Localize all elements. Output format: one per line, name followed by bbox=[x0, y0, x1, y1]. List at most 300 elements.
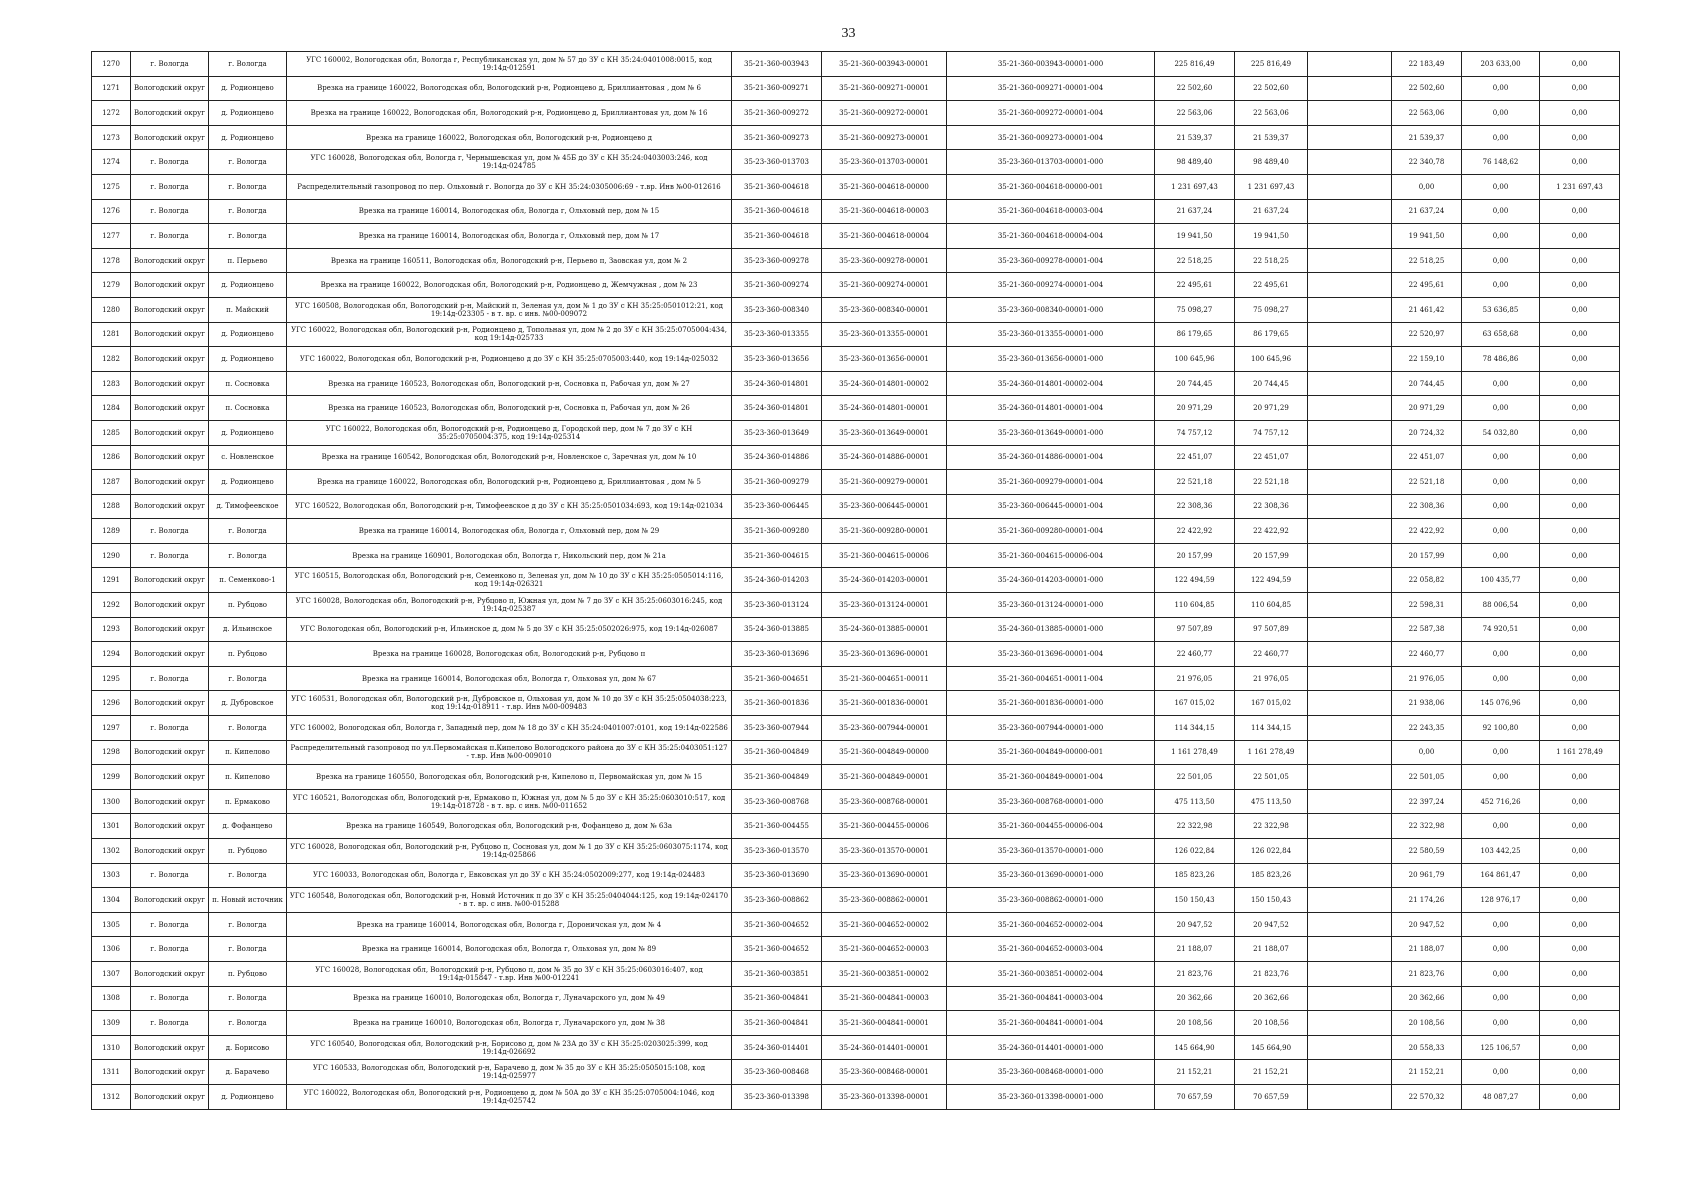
connection-cost-cell: 20 971,29 bbox=[1392, 396, 1462, 421]
sub-object-code-cell: 35-24-360-014401-00001 bbox=[822, 1035, 947, 1060]
pipeline-cost-cell: 0,00 bbox=[1540, 470, 1620, 495]
locality-cell: д. Родионцево bbox=[209, 322, 287, 347]
pipeline-cost-cell: 0,00 bbox=[1540, 396, 1620, 421]
balance-cost-cell: 110 604,85 bbox=[1235, 593, 1308, 618]
object-description-cell: УГС 160028, Вологодская обл, Вологодский р-н, Рубцово п, Сосновая ул, дом № 1 до ЗУ с КН 35:25:0603075:1174, код 19:14д-025866 bbox=[287, 839, 732, 864]
connection-cost-cell: 22 451,07 bbox=[1392, 445, 1462, 470]
sub-object-code-cell: 35-24-360-014801-00001 bbox=[822, 396, 947, 421]
table-row bbox=[92, 101, 1620, 126]
locality-cell: г. Вологда bbox=[209, 986, 287, 1011]
sub-object-code-cell: 35-21-360-004849-00001 bbox=[822, 765, 947, 790]
pipeline-cost-cell: 0,00 bbox=[1540, 494, 1620, 519]
pipeline-cost-cell: 0,00 bbox=[1540, 1035, 1620, 1060]
locality-cell: г. Вологда bbox=[209, 174, 287, 199]
district-cell: г. Вологда bbox=[131, 52, 209, 77]
connection-cost-cell: 0,00 bbox=[1392, 740, 1462, 765]
district-cell: Вологодский округ bbox=[131, 1084, 209, 1109]
connection-cost-cell: 0,00 bbox=[1392, 174, 1462, 199]
reserved-value-cell bbox=[1308, 174, 1392, 199]
initial-cost-cell: 1 161 278,49 bbox=[1155, 740, 1235, 765]
element-code-cell: 35-21-360-004849-00001-004 bbox=[947, 765, 1155, 790]
row-number-cell: 1281 bbox=[92, 322, 131, 347]
element-code-cell: 35-23-360-006445-00001-004 bbox=[947, 494, 1155, 519]
row-number-cell: 1291 bbox=[92, 568, 131, 593]
connection-cost-cell: 21 461,42 bbox=[1392, 297, 1462, 322]
initial-cost-cell: 21 823,76 bbox=[1155, 961, 1235, 986]
locality-cell: п. Кипелово bbox=[209, 765, 287, 790]
locality-cell: г. Вологда bbox=[209, 863, 287, 888]
sub-object-code-cell: 35-24-360-013885-00001 bbox=[822, 617, 947, 642]
initial-cost-cell: 20 157,99 bbox=[1155, 543, 1235, 568]
district-cell: Вологодский округ bbox=[131, 297, 209, 322]
locality-cell: г. Вологда bbox=[209, 52, 287, 77]
row-number-cell: 1271 bbox=[92, 76, 131, 101]
district-cell: г. Вологда bbox=[131, 543, 209, 568]
connection-cost-cell: 20 744,45 bbox=[1392, 371, 1462, 396]
network-cost-cell: 74 920,51 bbox=[1462, 617, 1540, 642]
initial-cost-cell: 21 152,21 bbox=[1155, 1060, 1235, 1085]
pipeline-cost-cell: 0,00 bbox=[1540, 322, 1620, 347]
reserved-value-cell bbox=[1308, 125, 1392, 150]
connection-cost-cell: 22 502,60 bbox=[1392, 76, 1462, 101]
sub-object-code-cell: 35-23-360-007944-00001 bbox=[822, 716, 947, 741]
initial-cost-cell: 114 344,15 bbox=[1155, 716, 1235, 741]
object-description-cell: УГС 160022, Вологодская обл, Вологодский р-н, Родионцево д, Топольная ул, дом № 2 до ЗУ с КН 35:25:0705004:434, код 19:14д-025733 bbox=[287, 322, 732, 347]
row-number-cell: 1295 bbox=[92, 666, 131, 691]
object-description-cell: УГС 160028, Вологодская обл, Вологодский р-н, Рубцово п, дом № 35 до ЗУ с КН 35:25:0603016:407, код 19:14д-015847 - т.вр. Инв №00-012241 bbox=[287, 961, 732, 986]
network-cost-cell: 0,00 bbox=[1462, 814, 1540, 839]
table-row bbox=[92, 248, 1620, 273]
connection-cost-cell: 22 580,59 bbox=[1392, 839, 1462, 864]
object-description-cell: Врезка на границе 160511, Вологодская обл, Вологодский р-н, Перьево п, Заовская ул, дом № 2 bbox=[287, 248, 732, 273]
balance-cost-cell: 19 941,50 bbox=[1235, 224, 1308, 249]
district-cell: г. Вологда bbox=[131, 912, 209, 937]
row-number-cell: 1285 bbox=[92, 420, 131, 445]
element-code-cell: 35-23-360-013649-00001-000 bbox=[947, 420, 1155, 445]
locality-cell: д. Фофанцево bbox=[209, 814, 287, 839]
row-number-cell: 1272 bbox=[92, 101, 131, 126]
initial-cost-cell: 22 460,77 bbox=[1155, 642, 1235, 667]
network-cost-cell: 203 633,00 bbox=[1462, 52, 1540, 77]
row-number-cell: 1287 bbox=[92, 470, 131, 495]
network-cost-cell: 0,00 bbox=[1462, 76, 1540, 101]
balance-cost-cell: 100 645,96 bbox=[1235, 347, 1308, 372]
network-cost-cell: 48 087,27 bbox=[1462, 1084, 1540, 1109]
object-description-cell: УГС 160002, Вологодская обл, Вологда г, Западный пер, дом № 18 до ЗУ с КН 35:24:0401007:0101, код 19:14д-022586 bbox=[287, 716, 732, 741]
row-number-cell: 1276 bbox=[92, 199, 131, 224]
locality-cell: г. Вологда bbox=[209, 1011, 287, 1036]
network-cost-cell: 0,00 bbox=[1462, 273, 1540, 298]
row-number-cell: 1279 bbox=[92, 273, 131, 298]
object-description-cell: УГС 160022, Вологодская обл, Вологодский р-н, Родионцево д до ЗУ с КН 35:25:0705003:440, код 19:14д-025032 bbox=[287, 347, 732, 372]
connection-cost-cell: 21 938,06 bbox=[1392, 691, 1462, 716]
pipeline-cost-cell: 0,00 bbox=[1540, 371, 1620, 396]
locality-cell: п. Сосновка bbox=[209, 396, 287, 421]
table-row bbox=[92, 494, 1620, 519]
object-description-cell: Врезка на границе 160014, Вологодская обл, Вологда г, Ольховый пер, дом № 29 bbox=[287, 519, 732, 544]
object-code-cell: 35-21-360-004849 bbox=[732, 765, 822, 790]
sub-object-code-cell: 35-21-360-009279-00001 bbox=[822, 470, 947, 495]
row-number-cell: 1289 bbox=[92, 519, 131, 544]
initial-cost-cell: 22 502,60 bbox=[1155, 76, 1235, 101]
reserved-value-cell bbox=[1308, 199, 1392, 224]
pipeline-cost-cell: 0,00 bbox=[1540, 642, 1620, 667]
initial-cost-cell: 122 494,59 bbox=[1155, 568, 1235, 593]
network-cost-cell: 0,00 bbox=[1462, 1060, 1540, 1085]
object-description-cell: УГС 160028, Вологодская обл, Вологодский р-н, Рубцово п, Южная ул, дом № 7 до ЗУ с КН 35:25:0603016:245, код 19:14д-025387 bbox=[287, 593, 732, 618]
row-number-cell: 1298 bbox=[92, 740, 131, 765]
balance-cost-cell: 122 494,59 bbox=[1235, 568, 1308, 593]
reserved-value-cell bbox=[1308, 593, 1392, 618]
element-code-cell: 35-21-360-003851-00002-004 bbox=[947, 961, 1155, 986]
table-row bbox=[92, 519, 1620, 544]
initial-cost-cell: 145 664,90 bbox=[1155, 1035, 1235, 1060]
object-description-cell: УГС 160540, Вологодская обл, Вологодский р-н, Борисово д, дом № 23А до ЗУ с КН 35:25:0203025:399, код 19:14д-026692 bbox=[287, 1035, 732, 1060]
object-description-cell: Врезка на границе 160550, Вологодская обл, Вологодский р-н, Кипелово п, Первомайская ул, дом № 15 bbox=[287, 765, 732, 790]
object-description-cell: УГС 160028, Вологодская обл, Вологда г, Чернышевская ул, дом № 45Б до ЗУ с КН 35:24:0403003:246, код 19:14д-024785 bbox=[287, 150, 732, 175]
element-code-cell: 35-21-360-003943-00001-000 bbox=[947, 52, 1155, 77]
network-cost-cell: 0,00 bbox=[1462, 445, 1540, 470]
initial-cost-cell: 74 757,12 bbox=[1155, 420, 1235, 445]
initial-cost-cell: 21 976,05 bbox=[1155, 666, 1235, 691]
object-description-cell: УГС 160508, Вологодская обл, Вологодский р-н, Майский п, Зеленая ул, дом № 1 до ЗУ с КН 35:25:0501012:21, код 19:14д-023305 - в т. вр. с инв. №00-009072 bbox=[287, 297, 732, 322]
balance-cost-cell: 70 657,59 bbox=[1235, 1084, 1308, 1109]
network-cost-cell: 0,00 bbox=[1462, 101, 1540, 126]
connection-cost-cell: 22 518,25 bbox=[1392, 248, 1462, 273]
network-cost-cell: 100 435,77 bbox=[1462, 568, 1540, 593]
network-cost-cell: 103 442,25 bbox=[1462, 839, 1540, 864]
district-cell: Вологодский округ bbox=[131, 76, 209, 101]
object-code-cell: 35-23-360-013398 bbox=[732, 1084, 822, 1109]
reserved-value-cell bbox=[1308, 76, 1392, 101]
district-cell: Вологодский округ bbox=[131, 273, 209, 298]
balance-cost-cell: 225 816,49 bbox=[1235, 52, 1308, 77]
table-row bbox=[92, 297, 1620, 322]
element-code-cell: 35-23-360-013124-00001-000 bbox=[947, 593, 1155, 618]
element-code-cell: 35-21-360-004618-00003-004 bbox=[947, 199, 1155, 224]
pipeline-cost-cell: 0,00 bbox=[1540, 814, 1620, 839]
connection-cost-cell: 21 637,24 bbox=[1392, 199, 1462, 224]
pipeline-cost-cell: 0,00 bbox=[1540, 1011, 1620, 1036]
element-code-cell: 35-21-360-004615-00006-004 bbox=[947, 543, 1155, 568]
sub-object-code-cell: 35-24-360-014886-00001 bbox=[822, 445, 947, 470]
element-code-cell: 35-24-360-014801-00001-004 bbox=[947, 396, 1155, 421]
row-number-cell: 1305 bbox=[92, 912, 131, 937]
pipeline-cost-cell: 0,00 bbox=[1540, 347, 1620, 372]
network-cost-cell: 0,00 bbox=[1462, 543, 1540, 568]
row-number-cell: 1275 bbox=[92, 174, 131, 199]
table-row bbox=[92, 322, 1620, 347]
object-code-cell: 35-21-360-004618 bbox=[732, 224, 822, 249]
balance-cost-cell: 75 098,27 bbox=[1235, 297, 1308, 322]
reserved-value-cell bbox=[1308, 396, 1392, 421]
balance-cost-cell: 20 947,52 bbox=[1235, 912, 1308, 937]
object-code-cell: 35-23-360-008340 bbox=[732, 297, 822, 322]
balance-cost-cell: 475 113,50 bbox=[1235, 789, 1308, 814]
object-description-cell: УГС 160033, Вологодская обл, Вологда г, Евковская ул до ЗУ с КН 35:24:0502009:277, код 19:14д-024483 bbox=[287, 863, 732, 888]
pipeline-cost-cell: 0,00 bbox=[1540, 224, 1620, 249]
balance-cost-cell: 21 823,76 bbox=[1235, 961, 1308, 986]
locality-cell: д. Родионцево bbox=[209, 101, 287, 126]
reserved-value-cell bbox=[1308, 297, 1392, 322]
district-cell: Вологодский округ bbox=[131, 888, 209, 913]
locality-cell: д. Дубровское bbox=[209, 691, 287, 716]
pipeline-cost-cell: 0,00 bbox=[1540, 666, 1620, 691]
object-description-cell: УГС 160022, Вологодская обл, Вологодский р-н, Родионцево д, дом № 50А до ЗУ с КН 35:25:0705004:1046, код 19:14д-025742 bbox=[287, 1084, 732, 1109]
element-code-cell: 35-23-360-008340-00001-000 bbox=[947, 297, 1155, 322]
table-row bbox=[92, 716, 1620, 741]
object-description-cell: Врезка на границе 160523, Вологодская обл, Вологодский р-н, Сосновка п, Рабочая ул, дом № 27 bbox=[287, 371, 732, 396]
connection-cost-cell: 20 157,99 bbox=[1392, 543, 1462, 568]
object-description-cell: Врезка на границе 160022, Вологодская обл, Вологодский р-н, Родионцево д, Бриллиантовая , дом № 5 bbox=[287, 470, 732, 495]
table-row bbox=[92, 863, 1620, 888]
sub-object-code-cell: 35-21-360-004652-00003 bbox=[822, 937, 947, 962]
pipeline-cost-cell: 0,00 bbox=[1540, 593, 1620, 618]
reserved-value-cell bbox=[1308, 1084, 1392, 1109]
element-code-cell: 35-24-360-013885-00001-000 bbox=[947, 617, 1155, 642]
object-code-cell: 35-23-360-013124 bbox=[732, 593, 822, 618]
object-code-cell: 35-21-360-004841 bbox=[732, 1011, 822, 1036]
district-cell: Вологодский округ bbox=[131, 642, 209, 667]
connection-cost-cell: 22 340,78 bbox=[1392, 150, 1462, 175]
connection-cost-cell: 20 947,52 bbox=[1392, 912, 1462, 937]
sub-object-code-cell: 35-23-360-013656-00001 bbox=[822, 347, 947, 372]
object-description-cell: УГС Вологодская обл, Вологодский р-н, Ильинское д, дом № 5 до ЗУ с КН 35:25:0502026:975, код 19:14д-026087 bbox=[287, 617, 732, 642]
object-description-cell: Врезка на границе 160523, Вологодская обл, Вологодский р-н, Сосновка п, Рабочая ул, дом № 26 bbox=[287, 396, 732, 421]
reserved-value-cell bbox=[1308, 543, 1392, 568]
sub-object-code-cell: 35-21-360-004652-00002 bbox=[822, 912, 947, 937]
district-cell: Вологодский округ bbox=[131, 691, 209, 716]
reserved-value-cell bbox=[1308, 863, 1392, 888]
pipeline-cost-cell: 0,00 bbox=[1540, 273, 1620, 298]
locality-cell: д. Родионцево bbox=[209, 273, 287, 298]
initial-cost-cell: 20 947,52 bbox=[1155, 912, 1235, 937]
initial-cost-cell: 22 422,92 bbox=[1155, 519, 1235, 544]
network-cost-cell: 0,00 bbox=[1462, 224, 1540, 249]
reserved-value-cell bbox=[1308, 839, 1392, 864]
pipeline-cost-cell: 0,00 bbox=[1540, 543, 1620, 568]
district-cell: Вологодский округ bbox=[131, 396, 209, 421]
initial-cost-cell: 167 015,02 bbox=[1155, 691, 1235, 716]
reserved-value-cell bbox=[1308, 740, 1392, 765]
object-description-cell: Врезка на границе 160022, Вологодская обл, Вологодский р-н, Родионцево д, Жемчужная , дом № 23 bbox=[287, 273, 732, 298]
object-code-cell: 35-21-360-009273 bbox=[732, 125, 822, 150]
row-number-cell: 1306 bbox=[92, 937, 131, 962]
element-code-cell: 35-21-360-009279-00001-004 bbox=[947, 470, 1155, 495]
object-code-cell: 35-23-360-008768 bbox=[732, 789, 822, 814]
pipeline-cost-cell: 0,00 bbox=[1540, 1084, 1620, 1109]
district-cell: г. Вологда bbox=[131, 937, 209, 962]
element-code-cell: 35-23-360-013355-00001-000 bbox=[947, 322, 1155, 347]
initial-cost-cell: 21 637,24 bbox=[1155, 199, 1235, 224]
element-code-cell: 35-23-360-009278-00001-004 bbox=[947, 248, 1155, 273]
reserved-value-cell bbox=[1308, 888, 1392, 913]
connection-cost-cell: 22 183,49 bbox=[1392, 52, 1462, 77]
object-description-cell: УГС 160548, Вологодская обл, Вологодский р-н, Новый Источник п до ЗУ с КН 35:25:0404044:125, код 19:14д-024170 - в т. вр. с инв. №00-015288 bbox=[287, 888, 732, 913]
district-cell: Вологодский округ bbox=[131, 568, 209, 593]
district-cell: Вологодский округ bbox=[131, 371, 209, 396]
row-number-cell: 1296 bbox=[92, 691, 131, 716]
object-description-cell: Врезка на границе 160014, Вологодская обл, Вологда г, Ольховая ул, дом № 89 bbox=[287, 937, 732, 962]
element-code-cell: 35-24-360-014203-00001-000 bbox=[947, 568, 1155, 593]
initial-cost-cell: 185 823,26 bbox=[1155, 863, 1235, 888]
table-row bbox=[92, 1084, 1620, 1109]
row-number-cell: 1293 bbox=[92, 617, 131, 642]
connection-cost-cell: 22 397,24 bbox=[1392, 789, 1462, 814]
table-row bbox=[92, 76, 1620, 101]
locality-cell: г. Вологда bbox=[209, 937, 287, 962]
reserved-value-cell bbox=[1308, 617, 1392, 642]
district-cell: Вологодский округ bbox=[131, 1035, 209, 1060]
pipeline-cost-cell: 0,00 bbox=[1540, 617, 1620, 642]
row-number-cell: 1300 bbox=[92, 789, 131, 814]
balance-cost-cell: 22 308,36 bbox=[1235, 494, 1308, 519]
object-description-cell: Врезка на границе 160010, Вологодская обл, Вологда г, Луначарского ул, дом № 49 bbox=[287, 986, 732, 1011]
balance-cost-cell: 22 451,07 bbox=[1235, 445, 1308, 470]
locality-cell: д. Родионцево bbox=[209, 420, 287, 445]
pipeline-cost-cell: 0,00 bbox=[1540, 519, 1620, 544]
balance-cost-cell: 167 015,02 bbox=[1235, 691, 1308, 716]
locality-cell: г. Вологда bbox=[209, 224, 287, 249]
object-description-cell: Врезка на границе 160542, Вологодская обл, Вологодский р-н, Новленское с, Заречная ул, дом № 10 bbox=[287, 445, 732, 470]
row-number-cell: 1304 bbox=[92, 888, 131, 913]
row-number-cell: 1278 bbox=[92, 248, 131, 273]
connection-cost-cell: 20 961,79 bbox=[1392, 863, 1462, 888]
locality-cell: г. Вологда bbox=[209, 912, 287, 937]
network-cost-cell: 54 032,80 bbox=[1462, 420, 1540, 445]
pipeline-cost-cell: 0,00 bbox=[1540, 199, 1620, 224]
balance-cost-cell: 20 157,99 bbox=[1235, 543, 1308, 568]
table-row bbox=[92, 199, 1620, 224]
district-cell: Вологодский округ bbox=[131, 494, 209, 519]
connection-cost-cell: 21 823,76 bbox=[1392, 961, 1462, 986]
initial-cost-cell: 20 744,45 bbox=[1155, 371, 1235, 396]
network-cost-cell: 0,00 bbox=[1462, 642, 1540, 667]
pipeline-cost-cell: 0,00 bbox=[1540, 445, 1620, 470]
pipeline-cost-cell: 0,00 bbox=[1540, 839, 1620, 864]
sub-object-code-cell: 35-21-360-004618-00004 bbox=[822, 224, 947, 249]
sub-object-code-cell: 35-23-360-008768-00001 bbox=[822, 789, 947, 814]
object-code-cell: 35-21-360-004841 bbox=[732, 986, 822, 1011]
connection-cost-cell: 21 539,37 bbox=[1392, 125, 1462, 150]
pipeline-cost-cell: 0,00 bbox=[1540, 1060, 1620, 1085]
district-cell: г. Вологда bbox=[131, 863, 209, 888]
locality-cell: д. Родионцево bbox=[209, 1084, 287, 1109]
object-description-cell: Врезка на границе 160022, Вологодская обл, Вологодский р-н, Родионцево д bbox=[287, 125, 732, 150]
network-cost-cell: 0,00 bbox=[1462, 174, 1540, 199]
district-cell: г. Вологда bbox=[131, 174, 209, 199]
balance-cost-cell: 98 489,40 bbox=[1235, 150, 1308, 175]
initial-cost-cell: 98 489,40 bbox=[1155, 150, 1235, 175]
object-description-cell: Врезка на границе 160022, Вологодская обл, Вологодский р-н, Родионцево д, Бриллиантовая , дом № 6 bbox=[287, 76, 732, 101]
connection-cost-cell: 22 322,98 bbox=[1392, 814, 1462, 839]
pipeline-cost-cell: 1 161 278,49 bbox=[1540, 740, 1620, 765]
locality-cell: п. Рубцово bbox=[209, 961, 287, 986]
row-number-cell: 1308 bbox=[92, 986, 131, 1011]
balance-cost-cell: 21 976,05 bbox=[1235, 666, 1308, 691]
pipeline-cost-cell: 0,00 bbox=[1540, 568, 1620, 593]
sub-object-code-cell: 35-21-360-004849-00000 bbox=[822, 740, 947, 765]
balance-cost-cell: 20 971,29 bbox=[1235, 396, 1308, 421]
locality-cell: д. Родионцево bbox=[209, 125, 287, 150]
table-row bbox=[92, 1035, 1620, 1060]
initial-cost-cell: 75 098,27 bbox=[1155, 297, 1235, 322]
table-row bbox=[92, 789, 1620, 814]
initial-cost-cell: 150 150,43 bbox=[1155, 888, 1235, 913]
initial-cost-cell: 22 501,05 bbox=[1155, 765, 1235, 790]
row-number-cell: 1274 bbox=[92, 150, 131, 175]
object-code-cell: 35-21-360-009271 bbox=[732, 76, 822, 101]
network-cost-cell: 53 636,85 bbox=[1462, 297, 1540, 322]
balance-cost-cell: 1 231 697,43 bbox=[1235, 174, 1308, 199]
element-code-cell: 35-23-360-013656-00001-000 bbox=[947, 347, 1155, 372]
locality-cell: д. Борисово bbox=[209, 1035, 287, 1060]
reserved-value-cell bbox=[1308, 691, 1392, 716]
table-row bbox=[92, 445, 1620, 470]
sub-object-code-cell: 35-21-360-009274-00001 bbox=[822, 273, 947, 298]
table-row bbox=[92, 470, 1620, 495]
initial-cost-cell: 21 188,07 bbox=[1155, 937, 1235, 962]
pipeline-cost-cell: 0,00 bbox=[1540, 863, 1620, 888]
sub-object-code-cell: 35-23-360-013124-00001 bbox=[822, 593, 947, 618]
balance-cost-cell: 20 108,56 bbox=[1235, 1011, 1308, 1036]
object-code-cell: 35-21-360-004615 bbox=[732, 543, 822, 568]
table-row bbox=[92, 593, 1620, 618]
district-cell: Вологодский округ bbox=[131, 814, 209, 839]
table-row bbox=[92, 666, 1620, 691]
reserved-value-cell bbox=[1308, 1011, 1392, 1036]
element-code-cell: 35-21-360-009272-00001-004 bbox=[947, 101, 1155, 126]
row-number-cell: 1312 bbox=[92, 1084, 131, 1109]
table-row bbox=[92, 224, 1620, 249]
locality-cell: д. Барачево bbox=[209, 1060, 287, 1085]
reserved-value-cell bbox=[1308, 248, 1392, 273]
balance-cost-cell: 86 179,65 bbox=[1235, 322, 1308, 347]
reserved-value-cell bbox=[1308, 150, 1392, 175]
object-description-cell: УГС 160531, Вологодская обл, Вологодский р-н, Дубровское п, Ольховая ул, дом № 10 до ЗУ с КН 35:25:0504038:223, код 19:14д-018911 - т.вр. Инв №00-009483 bbox=[287, 691, 732, 716]
object-code-cell: 35-24-360-014801 bbox=[732, 371, 822, 396]
district-cell: г. Вологда bbox=[131, 199, 209, 224]
table-row bbox=[92, 420, 1620, 445]
object-code-cell: 35-21-360-004651 bbox=[732, 666, 822, 691]
pipeline-cost-cell: 0,00 bbox=[1540, 76, 1620, 101]
district-cell: г. Вологда bbox=[131, 666, 209, 691]
object-description-cell: УГС 160521, Вологодская обл, Вологодский р-н, Ермаково п, Южная ул, дом № 5 до ЗУ с КН 35:25:0603010:517, код 19:14д-018728 - в т. вр. с инв. №00-011652 bbox=[287, 789, 732, 814]
object-code-cell: 35-24-360-014401 bbox=[732, 1035, 822, 1060]
element-code-cell: 35-23-360-013398-00001-000 bbox=[947, 1084, 1155, 1109]
network-cost-cell: 0,00 bbox=[1462, 666, 1540, 691]
reserved-value-cell bbox=[1308, 1035, 1392, 1060]
table-row bbox=[92, 961, 1620, 986]
reserved-value-cell bbox=[1308, 912, 1392, 937]
row-number-cell: 1301 bbox=[92, 814, 131, 839]
network-cost-cell: 0,00 bbox=[1462, 765, 1540, 790]
table-row bbox=[92, 543, 1620, 568]
object-description-cell: Врезка на границе 160549, Вологодская обл, Вологодский р-н, Фофанцево д, дом № 63а bbox=[287, 814, 732, 839]
sub-object-code-cell: 35-23-360-008862-00001 bbox=[822, 888, 947, 913]
balance-cost-cell: 22 563,06 bbox=[1235, 101, 1308, 126]
reserved-value-cell bbox=[1308, 470, 1392, 495]
object-code-cell: 35-21-360-004849 bbox=[732, 740, 822, 765]
object-code-cell: 35-21-360-004652 bbox=[732, 912, 822, 937]
balance-cost-cell: 74 757,12 bbox=[1235, 420, 1308, 445]
network-cost-cell: 76 148,62 bbox=[1462, 150, 1540, 175]
object-description-cell: Распределительный газопровод по пер. Ольховый г. Вологда до ЗУ с КН 35:24:0305006:69 - т.вр. Инв №00-012616 bbox=[287, 174, 732, 199]
network-cost-cell: 0,00 bbox=[1462, 248, 1540, 273]
object-code-cell: 35-23-360-013690 bbox=[732, 863, 822, 888]
reserved-value-cell bbox=[1308, 322, 1392, 347]
reserved-value-cell bbox=[1308, 494, 1392, 519]
